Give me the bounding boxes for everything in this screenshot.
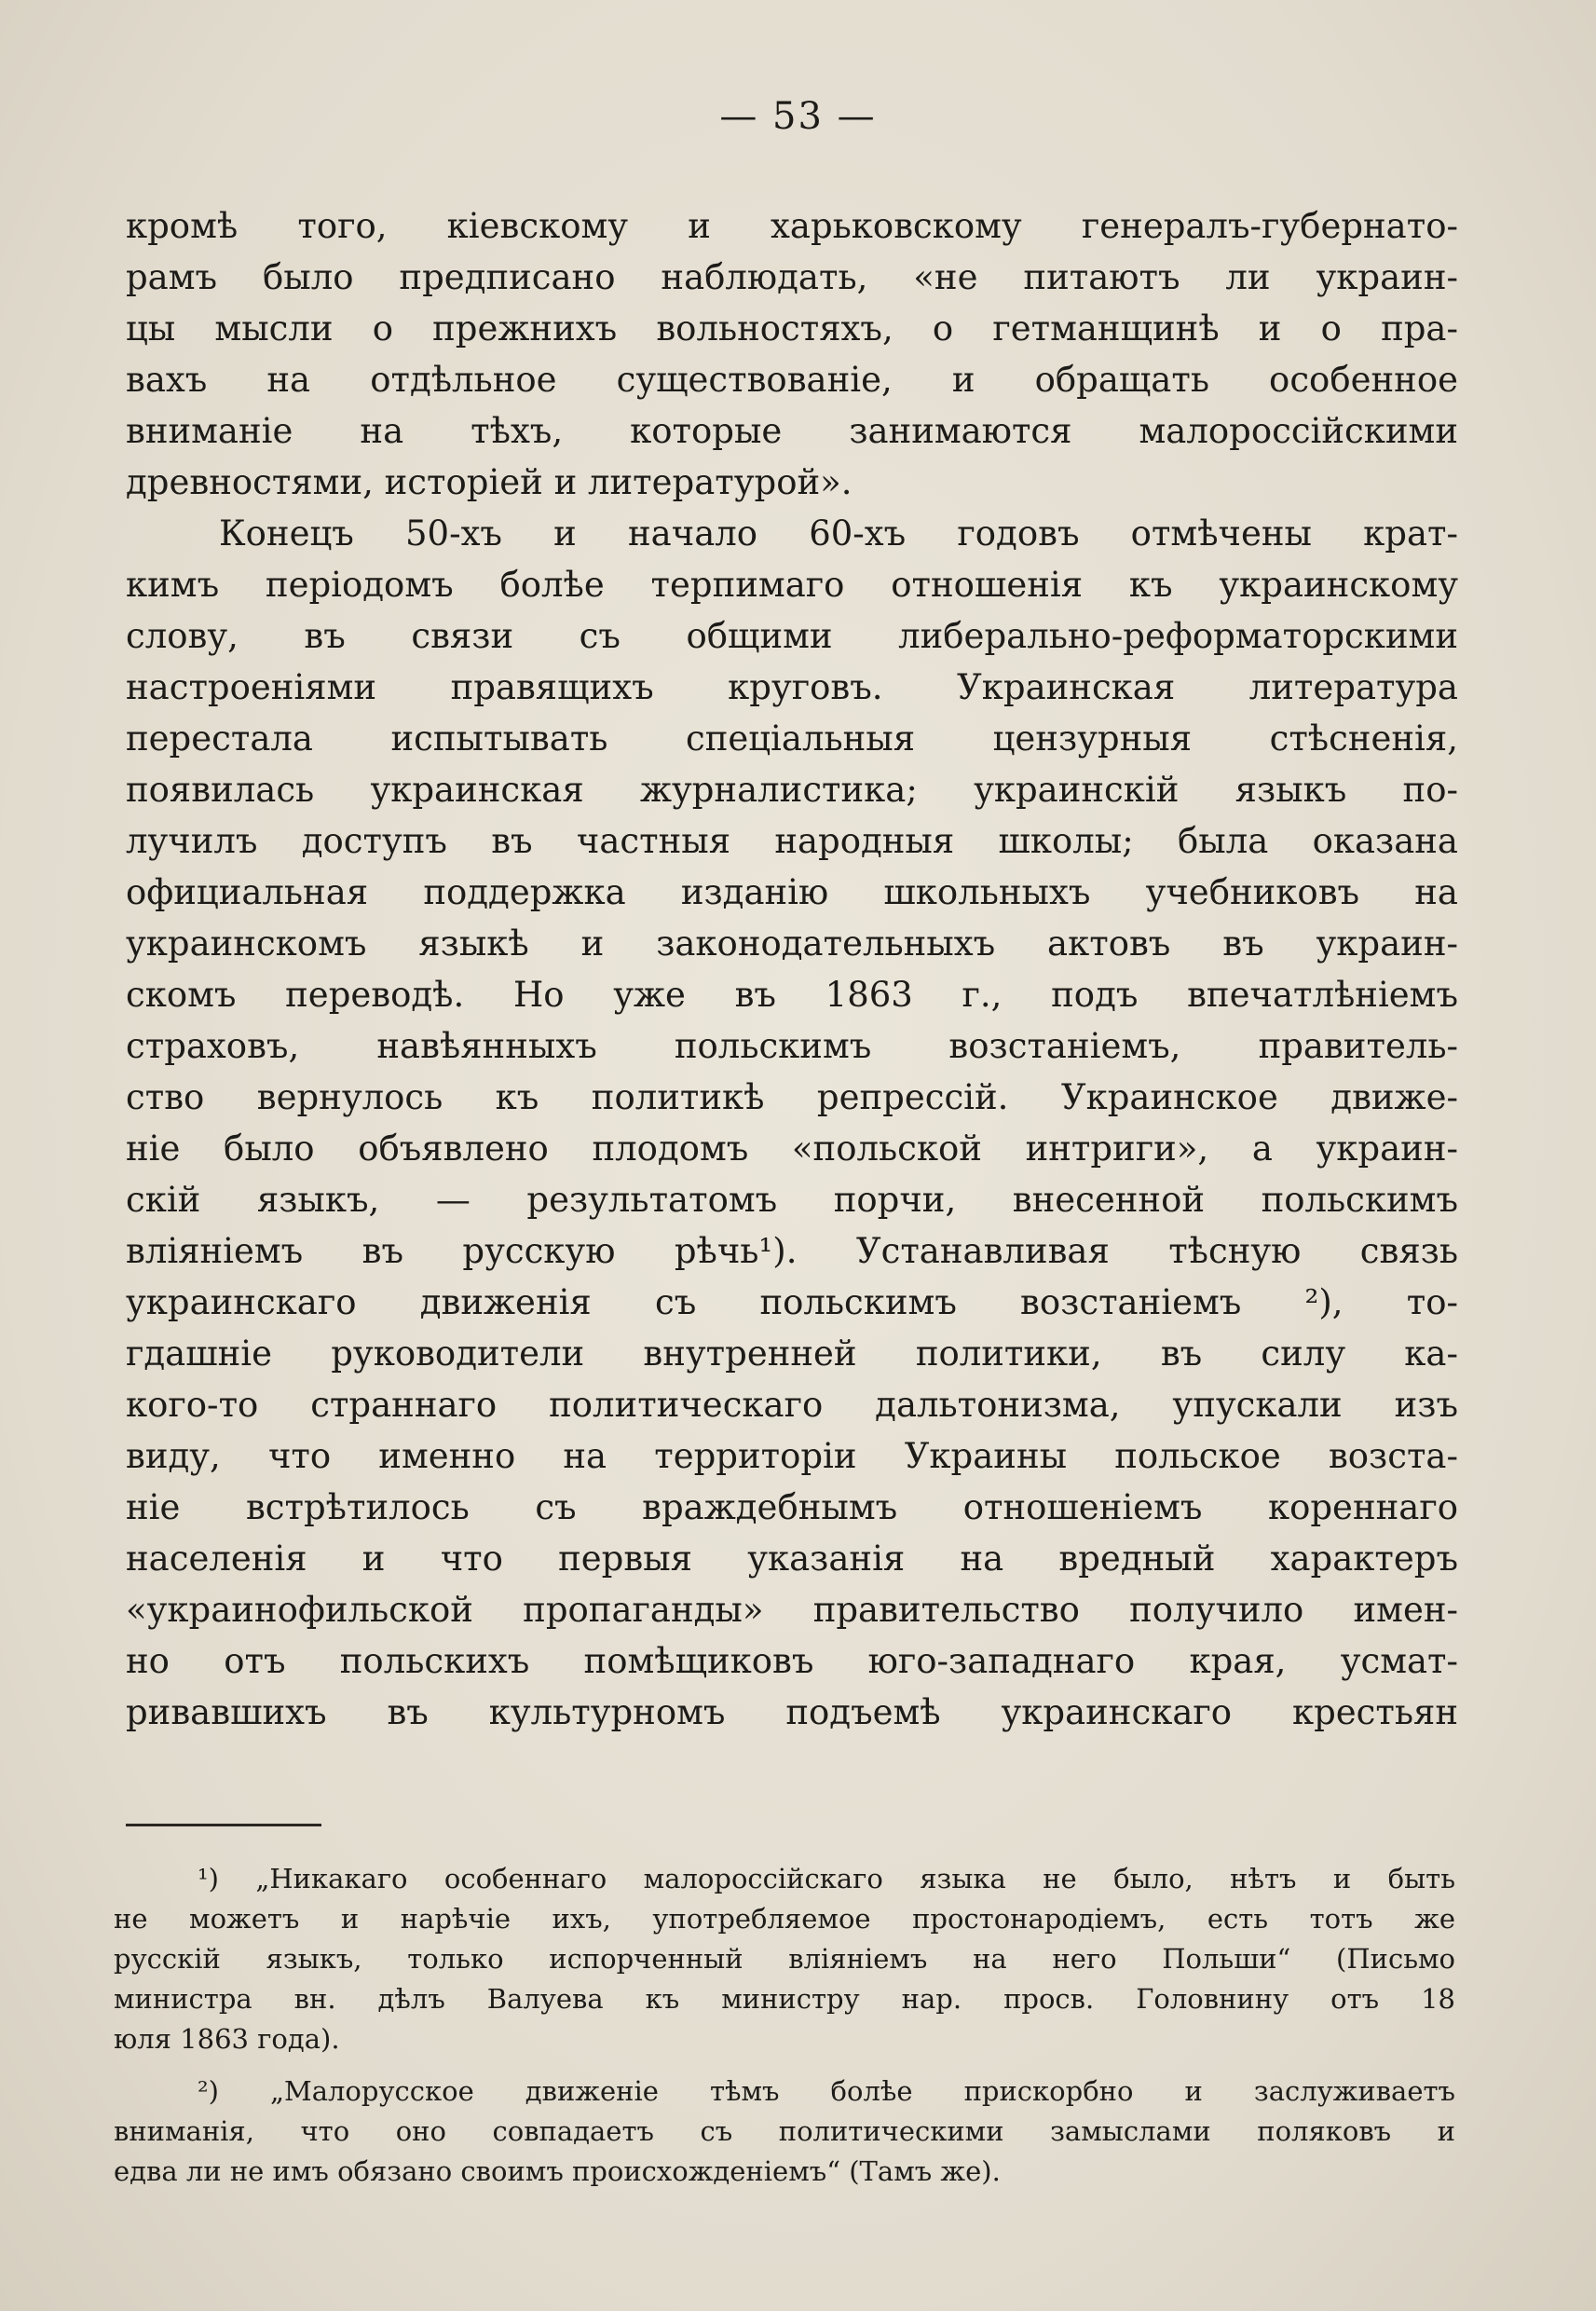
text-line: украинскаго движенія съ польскимъ возстаніемъ ²), то- (126, 1282, 1458, 1322)
text-line: официальная поддержка изданію школьныхъ учебниковъ на (126, 872, 1458, 912)
text-line: древностями, исторіей и литературой». (126, 462, 853, 502)
footnote-divider (126, 1824, 321, 1826)
text-line: населенія и что первыя указанія на вредный характеръ (126, 1538, 1458, 1579)
text-line: ніе было объявлено плодомъ «польской интриги», а украин- (126, 1128, 1458, 1169)
text-line: скомъ переводѣ. Но уже въ 1863 г., подъ впечатлѣніемъ (126, 975, 1458, 1015)
text-line: лучилъ доступъ въ частныя народныя школы; была оказана (126, 821, 1458, 861)
footnote-line: не можетъ и нарѣчіе ихъ, употребляемое простонародіемъ, есть тотъ же (114, 1903, 1455, 1935)
footnote-line: ¹) „Никакаго особеннаго малороссійскаго языка не было, нѣтъ и быть (198, 1863, 1455, 1894)
text-line: Конецъ 50-хъ и начало 60-хъ годовъ отмѣчены крат- (219, 513, 1458, 554)
text-line: вахъ на отдѣльное существованіе, и обращать особенное (126, 360, 1458, 400)
text-line: скій языкъ, — результатомъ порчи, внесенной польскимъ (126, 1180, 1458, 1220)
footnote-line: юля 1863 года). (114, 2023, 340, 2055)
text-line: но отъ польскихъ помѣщиковъ юго-западнаго края, усмат- (126, 1641, 1458, 1681)
footnote-line: ²) „Малорусское движеніе тѣмъ болѣе прискорбно и заслуживаетъ (198, 2075, 1455, 2107)
text-line: страховъ, навѣянныхъ польскимъ возстаніемъ, правитель- (126, 1026, 1458, 1066)
body-text (126, 200, 1458, 1738)
footnote-gap (114, 2059, 1455, 2072)
footnote-1 (114, 1859, 1455, 2059)
text-line: кого-то страннаго политическаго дальтонизма, упускали изъ (126, 1385, 1458, 1425)
text-line: «украинофильской пропаганды» правительство получило имен- (126, 1590, 1458, 1630)
text-line: кромѣ того, кіевскому и харьковскому генералъ-губернато- (126, 206, 1458, 246)
text-line: вниманіе на тѣхъ, которые занимаются малороссійскими (126, 411, 1458, 451)
text-line: цы мысли о прежнихъ вольностяхъ, о гетманщинѣ и о пра- (126, 308, 1458, 349)
footnotes (114, 1859, 1455, 2192)
text-line: ство вернулось къ политикѣ репрессій. Украинское движе- (126, 1077, 1458, 1117)
text-line: слову, въ связи съ общими либерально-реформаторскими (126, 616, 1458, 656)
footnote-line: едва ли не имъ обязано своимъ происхожденіемъ“ (Тамъ же). (114, 2155, 1001, 2187)
text-line: кимъ періодомъ болѣе терпимаго отношенія къ украинскому (126, 565, 1458, 605)
footnote-2 (114, 2072, 1455, 2192)
text-line: перестала испытывать спеціальныя цензурныя стѣсненія, (126, 718, 1458, 759)
text-line: рамъ было предписано наблюдать, «не питаютъ ли украин- (126, 257, 1458, 297)
footnote-line: министра вн. дѣлъ Валуева къ министру нар. просв. Головнину отъ 18 (114, 1983, 1455, 2015)
text-line: появилась украинская журналистика; украинскій языкъ по- (126, 770, 1458, 810)
footnote-line: вниманія, что оно совпадаетъ съ политическими замыслами поляковъ и (114, 2115, 1455, 2147)
text-line: виду, что именно на территоріи Украины польское возста- (126, 1436, 1458, 1476)
text-line: гдашніе руководители внутренней политики, въ силу ка- (126, 1333, 1458, 1374)
footnote-line: русскій языкъ, только испорченный вліяніемъ на него Польши“ (Письмо (114, 1943, 1455, 1975)
page-number: — 53 — (719, 95, 877, 138)
text-line: ривавшихъ въ культурномъ подъемѣ украинскаго крестьян (126, 1692, 1458, 1732)
text-line: ніе встрѣтилось съ враждебнымъ отношеніемъ кореннаго (126, 1487, 1458, 1527)
text-line: настроеніями правящихъ круговъ. Украинская литература (126, 667, 1458, 707)
text-line: украинскомъ языкѣ и законодательныхъ актовъ въ украин- (126, 923, 1458, 964)
text-line: вліяніемъ въ русскую рѣчь¹). Устанавливая тѣсную связь (126, 1231, 1458, 1271)
